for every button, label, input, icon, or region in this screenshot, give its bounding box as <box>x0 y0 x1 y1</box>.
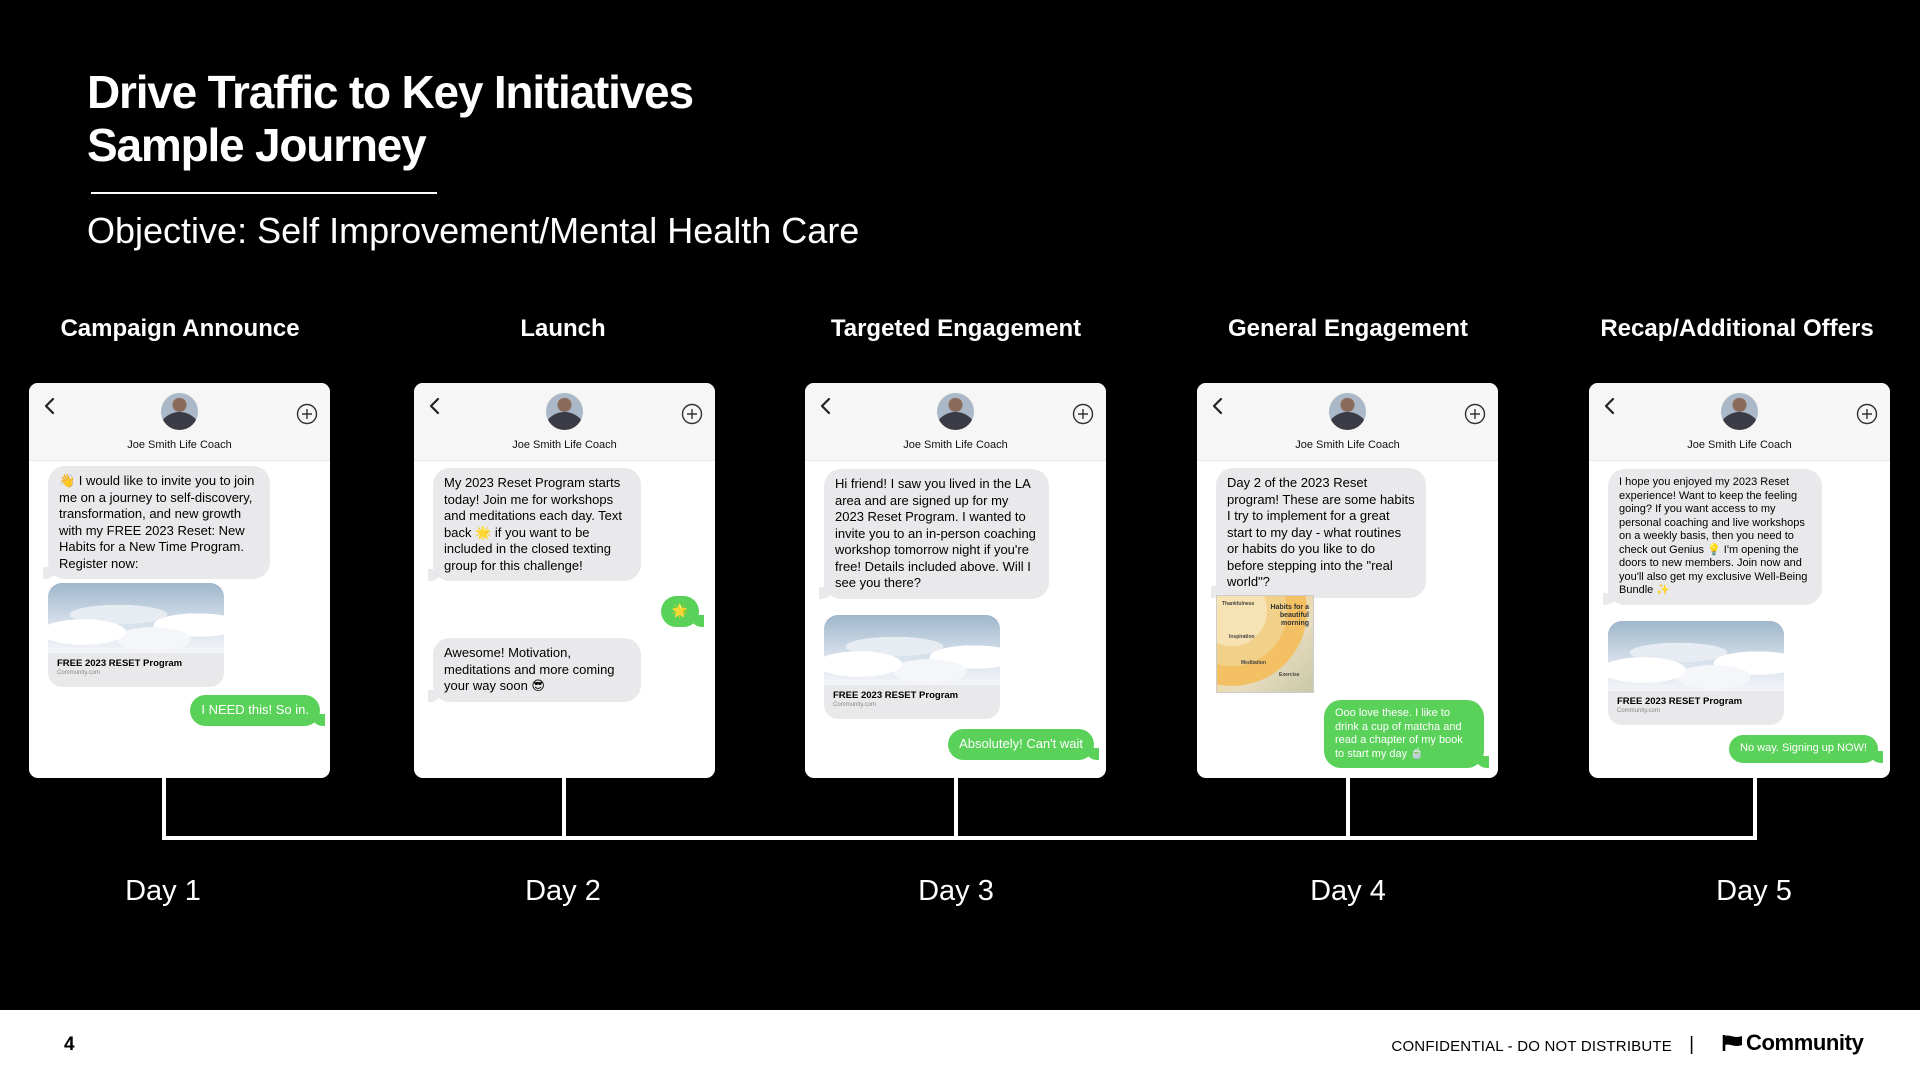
title-line-1: Drive Traffic to Key Initiatives <box>87 66 693 118</box>
card-title: FREE 2023 RESET Program <box>57 658 183 669</box>
conversation-header <box>1197 383 1498 461</box>
conversation-header <box>29 383 330 461</box>
incoming-message: I hope you enjoyed my 2023 Reset experience! Want to keep the feeling going? If you want access to my personal coaching and live workshops on a weekly basis, then you need to check out Genius 💡 I'm opening the doors to new members. Join now and you'll also get my exclusive Well-Being Bundle ✨ <box>1608 469 1822 605</box>
card-title: FREE 2023 RESET Program <box>1617 696 1743 707</box>
incoming-message: 👋 I would like to invite you to join me on a journey to self-discovery, transformation, and new growth with my FREE 2023 Reset: New Habits for a New Time Program. Register now: <box>48 466 270 579</box>
timeline-connector <box>1346 778 1350 840</box>
day-label-1: Day 1 <box>125 875 201 907</box>
link-preview-card[interactable] <box>48 583 224 687</box>
timeline-connector <box>1753 778 1757 840</box>
card-title: FREE 2023 RESET Program <box>833 690 959 701</box>
page-number: 4 <box>64 1034 75 1055</box>
day-label-4: Day 4 <box>1310 875 1386 907</box>
conversation-header <box>414 383 715 461</box>
day-label-2: Day 2 <box>525 875 601 907</box>
day-label-5: Day 5 <box>1716 875 1792 907</box>
incoming-message: Hi friend! I saw you lived in the LA area and are signed up for my 2023 Reset Program. I wanted to invite you to an in-person coaching workshop tomorrow night if you're free! Details included above. Will I see you there? <box>824 469 1049 599</box>
contact-name: Joe Smith Life Coach <box>1687 439 1792 451</box>
clouds-image <box>1608 621 1784 691</box>
contact-name: Joe Smith Life Coach <box>127 439 232 451</box>
outgoing-message: No way. Signing up NOW! <box>1729 735 1878 763</box>
phone-mockup-day-2 <box>414 383 715 778</box>
avatar[interactable] <box>546 393 583 430</box>
day-label-3: Day 3 <box>918 875 994 907</box>
habits-infographic-image[interactable] <box>1216 595 1314 693</box>
card-domain: Community.com <box>57 670 100 676</box>
contact-name: Joe Smith Life Coach <box>512 439 617 451</box>
stage-title-5: Recap/Additional Offers <box>1600 315 1874 342</box>
infographic-label: Thankfulness <box>1222 601 1255 607</box>
stage-title-1: Campaign Announce <box>60 315 300 342</box>
infographic-label: Inspiration <box>1229 634 1255 640</box>
chevron-left-icon[interactable] <box>1211 397 1225 415</box>
stage-title-3: Targeted Engagement <box>830 315 1082 342</box>
outgoing-message: Absolutely! Can't wait <box>948 729 1094 760</box>
phone-mockup-day-3 <box>805 383 1106 778</box>
plus-circle-icon[interactable] <box>1464 403 1486 425</box>
timeline-axis <box>162 836 1757 840</box>
timeline-connector <box>954 778 958 840</box>
community-flag-icon <box>1722 1034 1744 1052</box>
timeline-connector <box>162 778 166 840</box>
slide-footer <box>0 1010 1920 1080</box>
outgoing-message: 🌟 <box>661 596 699 627</box>
phone-mockup-day-4 <box>1197 383 1498 778</box>
conversation-header <box>805 383 1106 461</box>
card-domain: Community.com <box>1617 708 1660 714</box>
infographic-label: Meditation <box>1241 660 1266 666</box>
slide-title <box>87 66 693 172</box>
objective-text: Objective: Self Improvement/Mental Health Care <box>87 210 860 251</box>
chevron-left-icon[interactable] <box>428 397 442 415</box>
plus-circle-icon[interactable] <box>1856 403 1878 425</box>
title-line-2: Sample Journey <box>87 119 426 171</box>
chevron-left-icon[interactable] <box>819 397 833 415</box>
infographic-label: Exercise <box>1279 672 1300 678</box>
incoming-message: Awesome! Motivation, meditations and more coming your way soon 😎 <box>433 638 641 702</box>
footer-separator: | <box>1689 1034 1694 1055</box>
avatar[interactable] <box>161 393 198 430</box>
contact-name: Joe Smith Life Coach <box>1295 439 1400 451</box>
plus-circle-icon[interactable] <box>1072 403 1094 425</box>
incoming-message: My 2023 Reset Program starts today! Join me for workshops and meditations each day. Text back 🌟 if you want to be included in the closed texting group for this challenge! <box>433 468 641 581</box>
avatar[interactable] <box>1329 393 1366 430</box>
avatar[interactable] <box>937 393 974 430</box>
title-divider <box>91 192 437 194</box>
incoming-message: Day 2 of the 2023 Reset program! These are some habits I try to implement for a great start to my day - what routines or habits do you like to do before stepping into the "real world"? <box>1216 468 1426 598</box>
card-domain: Community.com <box>833 702 876 708</box>
clouds-image <box>824 615 1000 685</box>
link-preview-card[interactable] <box>1608 621 1784 725</box>
plus-circle-icon[interactable] <box>296 403 318 425</box>
phone-mockup-day-1 <box>29 383 330 778</box>
stage-title-4: General Engagement <box>1227 315 1469 342</box>
timeline-connector <box>562 778 566 840</box>
link-preview-card[interactable] <box>824 615 1000 719</box>
confidential-notice: CONFIDENTIAL - DO NOT DISTRIBUTE <box>1391 1038 1672 1055</box>
stage-title-2: Launch <box>520 315 606 342</box>
outgoing-message: I NEED this! So in. <box>190 695 320 726</box>
conversation-header <box>1589 383 1890 461</box>
clouds-image <box>48 583 224 653</box>
contact-name: Joe Smith Life Coach <box>903 439 1008 451</box>
phone-mockup-day-5 <box>1589 383 1890 778</box>
infographic-title: Habits for a beautiful morning <box>1270 604 1309 627</box>
chevron-left-icon[interactable] <box>1603 397 1617 415</box>
chevron-left-icon[interactable] <box>43 397 57 415</box>
outgoing-message: Ooo love these. I like to drink a cup of matcha and read a chapter of my book to start my day 🍵 <box>1324 700 1484 768</box>
brand-name: Community <box>1746 1030 1864 1055</box>
avatar[interactable] <box>1721 393 1758 430</box>
plus-circle-icon[interactable] <box>681 403 703 425</box>
